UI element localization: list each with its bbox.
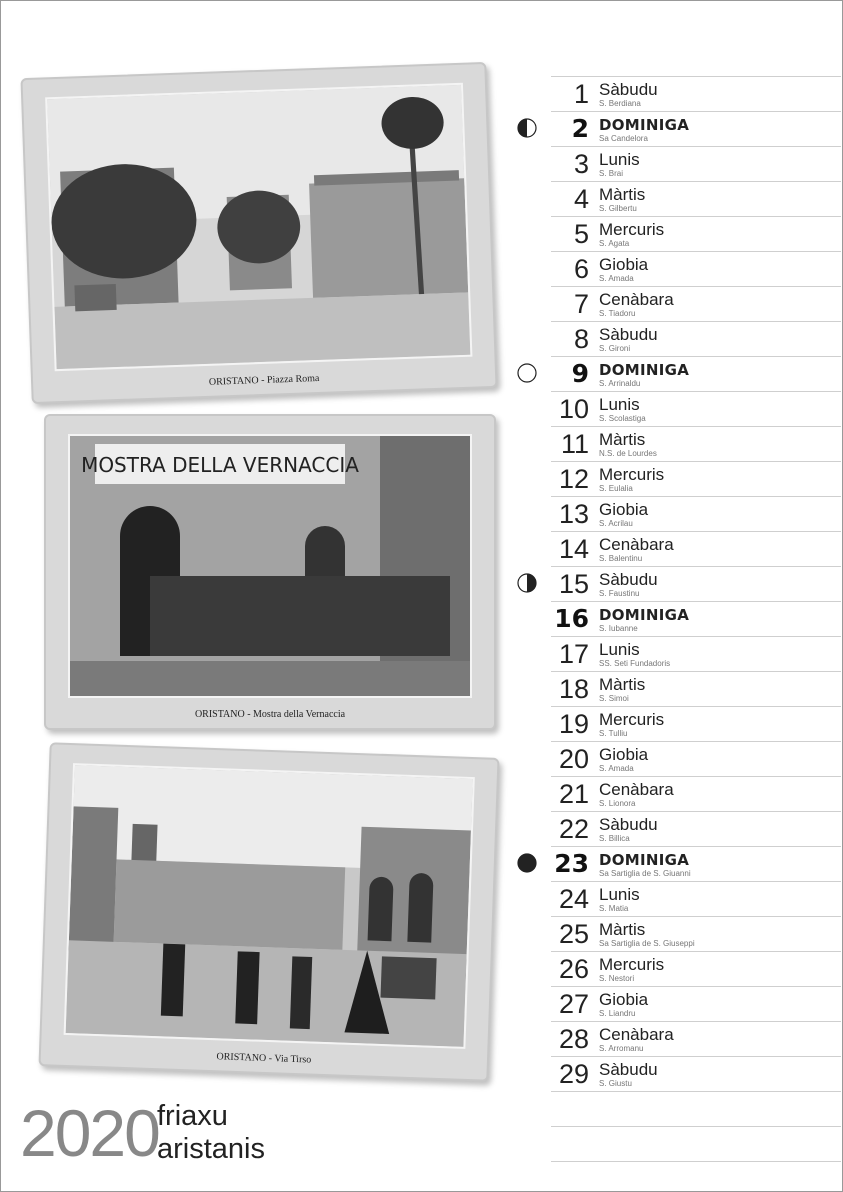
day-name: Cenàbara bbox=[599, 535, 674, 554]
day-name: Cenàbara bbox=[599, 780, 674, 799]
photo-via-tirso bbox=[64, 763, 475, 1049]
calendar-month: friaxu bbox=[157, 1100, 228, 1132]
day-number: 26 bbox=[558, 954, 589, 984]
calendar-day-row bbox=[551, 811, 841, 846]
day-name: Giobia bbox=[599, 500, 649, 519]
saint-name: S. Gilbertu bbox=[599, 204, 637, 213]
day-name: Lunis bbox=[599, 640, 640, 659]
day-number: 27 bbox=[558, 989, 589, 1019]
moon-phase-first-quarter-icon bbox=[517, 118, 537, 138]
day-name: Lunis bbox=[599, 395, 640, 414]
photo-caption: ORISTANO - Piazza Roma bbox=[208, 372, 320, 388]
saint-name: S. Simoi bbox=[599, 694, 629, 703]
saint-name: Sa Candelora bbox=[599, 134, 648, 143]
day-name: Sàbudu bbox=[599, 815, 658, 834]
day-number: 29 bbox=[558, 1059, 589, 1089]
calendar-day-row bbox=[551, 741, 841, 776]
day-name: Sàbudu bbox=[599, 80, 658, 99]
calendar-day-row bbox=[551, 846, 841, 881]
calendar-place: aristanis bbox=[157, 1133, 265, 1165]
calendar-day-row bbox=[551, 776, 841, 811]
calendar-day-row bbox=[551, 426, 841, 461]
day-number: 5 bbox=[573, 219, 589, 249]
calendar-day-row bbox=[551, 76, 841, 111]
day-name: Cenàbara bbox=[599, 290, 674, 309]
day-number: 2 bbox=[571, 114, 589, 143]
day-number: 1 bbox=[573, 79, 589, 109]
saint-name: S. Agata bbox=[599, 239, 630, 248]
day-number: 17 bbox=[558, 639, 589, 669]
saint-name: S. Arrinaldu bbox=[599, 379, 641, 388]
photo-piazza-roma bbox=[45, 83, 472, 371]
day-name: Mercuris bbox=[599, 710, 665, 729]
day-name: DOMINIGA bbox=[599, 116, 690, 134]
day-name: Sàbudu bbox=[599, 325, 658, 344]
shop-sign-text: MOSTRA DELLA VERNACCIA bbox=[81, 453, 359, 477]
day-number: 23 bbox=[554, 849, 589, 878]
calendar-day-row bbox=[551, 216, 841, 251]
photo-caption: ORISTANO - Via Tirso bbox=[216, 1051, 312, 1066]
photo-mostra-vernaccia bbox=[68, 434, 472, 698]
day-number: 25 bbox=[558, 919, 589, 949]
saint-name: SS. Seti Fundadoris bbox=[599, 659, 671, 668]
saint-name: S. Berdiana bbox=[599, 99, 641, 108]
saint-name: S. Faustinu bbox=[599, 589, 640, 598]
day-number: 15 bbox=[558, 569, 589, 599]
calendar-day-row bbox=[551, 671, 841, 706]
day-name: Lunis bbox=[599, 885, 640, 904]
photo-card-piazza-roma bbox=[20, 62, 497, 404]
moon-phase-full-icon bbox=[517, 363, 537, 383]
calendar-day-row bbox=[551, 636, 841, 671]
calendar-day-row bbox=[551, 601, 841, 636]
day-name: Sàbudu bbox=[599, 1060, 658, 1079]
calendar-day-row bbox=[551, 706, 841, 741]
day-number: 13 bbox=[558, 499, 589, 529]
day-number: 10 bbox=[558, 394, 589, 424]
saint-name: S. Balentinu bbox=[599, 554, 643, 563]
saint-name: S. Scolastiga bbox=[599, 414, 646, 423]
day-name: Mercuris bbox=[599, 465, 665, 484]
calendar-day-row bbox=[551, 496, 841, 531]
empty-calendar-row bbox=[551, 1126, 841, 1161]
empty-calendar-row bbox=[551, 1091, 841, 1126]
day-name: Mercuris bbox=[599, 955, 665, 974]
day-number: 12 bbox=[558, 464, 589, 494]
saint-name: S. Lionora bbox=[599, 799, 636, 808]
calendar-day-row bbox=[551, 951, 841, 986]
photo-caption: ORISTANO - Mostra della Vernaccia bbox=[194, 709, 346, 720]
day-number: 4 bbox=[573, 184, 589, 214]
day-number: 6 bbox=[573, 254, 589, 284]
calendar-day-row bbox=[551, 286, 841, 321]
day-number: 18 bbox=[558, 674, 589, 704]
calendar-day-row bbox=[551, 566, 841, 601]
calendar-day-row bbox=[551, 321, 841, 356]
day-name: Giobia bbox=[599, 990, 649, 1009]
day-number: 22 bbox=[558, 814, 589, 844]
day-number: 19 bbox=[558, 709, 589, 739]
photo-card-via-tirso bbox=[38, 742, 499, 1082]
saint-name: S. Iubanne bbox=[599, 624, 638, 633]
saint-name: S. Brai bbox=[599, 169, 624, 178]
calendar-day-row bbox=[551, 356, 841, 391]
calendar-day-row bbox=[551, 881, 841, 916]
day-name: DOMINIGA bbox=[599, 606, 690, 624]
day-number: 8 bbox=[573, 324, 589, 354]
day-number: 11 bbox=[560, 429, 589, 459]
saint-name: S. Giustu bbox=[599, 1079, 632, 1088]
saint-name: S. Eulalia bbox=[599, 484, 633, 493]
saint-name: S. Amada bbox=[599, 274, 634, 283]
saint-name: S. Amada bbox=[599, 764, 634, 773]
saint-name: S. Matia bbox=[599, 904, 629, 913]
day-number: 20 bbox=[558, 744, 589, 774]
calendar-year: 2020 bbox=[20, 1096, 159, 1170]
day-name: DOMINIGA bbox=[599, 361, 690, 379]
saint-name: S. Nestori bbox=[599, 974, 635, 983]
calendar-day-row bbox=[551, 146, 841, 181]
day-number: 21 bbox=[558, 779, 589, 809]
calendar-day-row bbox=[551, 1056, 841, 1091]
day-number: 28 bbox=[558, 1024, 589, 1054]
day-number: 3 bbox=[573, 149, 589, 179]
saint-name: Sa Sartiglia de S. Giuanni bbox=[599, 869, 691, 878]
calendar-day-row bbox=[551, 111, 841, 146]
saint-name: N.S. de Lourdes bbox=[599, 449, 657, 458]
saint-name: S. Arromanu bbox=[599, 1044, 644, 1053]
moon-phase-last-quarter-icon bbox=[517, 573, 537, 593]
day-number: 9 bbox=[571, 359, 589, 388]
calendar-day-row bbox=[551, 1021, 841, 1056]
calendar-day-row bbox=[551, 461, 841, 496]
calendar-day-row bbox=[551, 531, 841, 566]
day-name: Màrtis bbox=[599, 675, 646, 694]
day-name: Giobia bbox=[599, 745, 649, 764]
saint-name: S. Gironi bbox=[599, 344, 631, 353]
saint-name: S. Acrilau bbox=[599, 519, 633, 528]
day-number: 24 bbox=[558, 884, 589, 914]
day-name: Mercuris bbox=[599, 220, 665, 239]
saint-name: S. Billica bbox=[599, 834, 630, 843]
day-name: Màrtis bbox=[599, 185, 646, 204]
saint-name: S. Tiadoru bbox=[599, 309, 636, 318]
calendar-bottom-line bbox=[551, 1161, 841, 1162]
saint-name: S. Liandru bbox=[599, 1009, 636, 1018]
day-name: Sàbudu bbox=[599, 570, 658, 589]
day-name: Màrtis bbox=[599, 430, 646, 449]
day-name: Lunis bbox=[599, 150, 640, 169]
calendar-day-row bbox=[551, 916, 841, 951]
day-name: Giobia bbox=[599, 255, 649, 274]
calendar-days bbox=[551, 76, 841, 1162]
day-number: 16 bbox=[554, 604, 589, 633]
saint-name: S. Tulliu bbox=[599, 729, 628, 738]
calendar-day-row bbox=[551, 986, 841, 1021]
calendar-day-row bbox=[551, 251, 841, 286]
moon-phase-new-icon bbox=[517, 853, 537, 873]
day-name: Màrtis bbox=[599, 920, 646, 939]
day-name: DOMINIGA bbox=[599, 851, 690, 869]
day-name: Cenàbara bbox=[599, 1025, 674, 1044]
calendar-day-row bbox=[551, 391, 841, 426]
saint-name: Sa Sartiglia de S. Giuseppi bbox=[599, 939, 695, 948]
day-number: 14 bbox=[558, 534, 589, 564]
calendar-day-row bbox=[551, 181, 841, 216]
photo-card-mostra-vernaccia bbox=[44, 414, 496, 730]
day-number: 7 bbox=[573, 289, 589, 319]
